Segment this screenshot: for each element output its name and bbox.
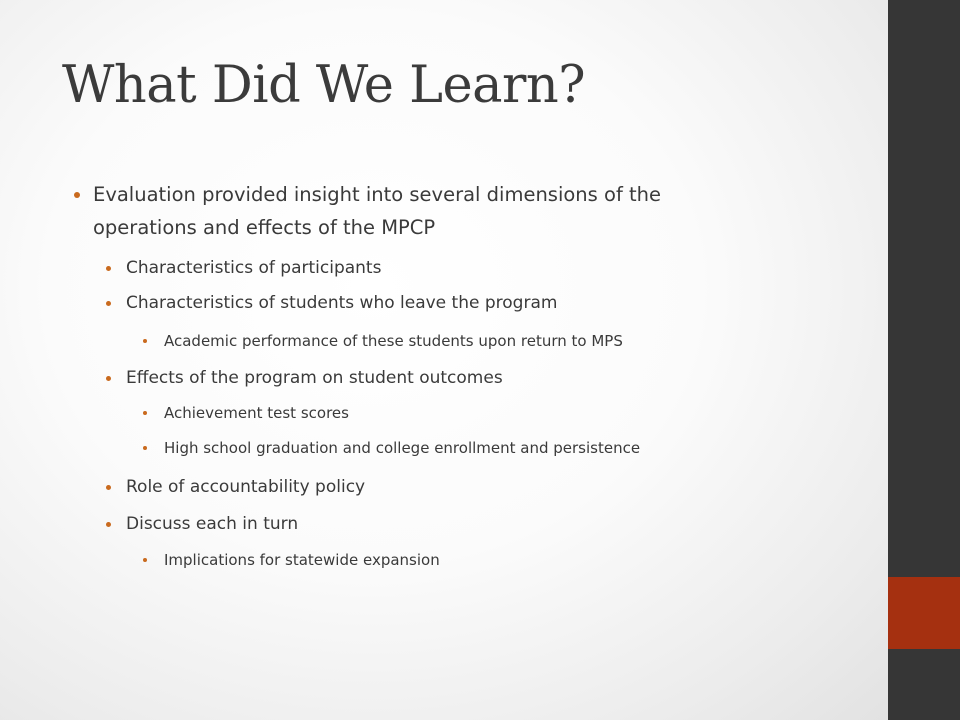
sidebar-accent-block	[888, 577, 960, 649]
bullet-text: Role of accountability policy	[126, 477, 366, 497]
bullet-characteristics-participants	[126, 256, 381, 280]
bullet-dot	[74, 192, 80, 198]
bullet-text: Effects of the program on student outcomes	[126, 368, 503, 388]
bullet-text: Academic performance of these students upon return to MPS	[164, 332, 623, 350]
bullet-dot	[143, 339, 147, 343]
bullet-academic-performance	[164, 330, 623, 352]
bullet-achievement-scores	[164, 402, 349, 424]
bullet-accountability-policy	[126, 475, 365, 499]
bullet-implications-expansion	[164, 549, 440, 571]
bullet-text: Characteristics of participants	[126, 258, 382, 278]
bullet-characteristics-leavers	[126, 291, 557, 315]
bullet-dot	[106, 522, 111, 527]
bullet-text-line-2: operations and effects of the MPCP	[93, 216, 436, 239]
bullet-dot	[106, 376, 111, 381]
bullet-dot	[106, 301, 111, 306]
bullet-text: Characteristics of students who leave the program	[126, 293, 558, 313]
bullet-dot	[106, 266, 111, 271]
bullet-dot	[143, 446, 147, 450]
bullet-text: Achievement test scores	[164, 404, 349, 422]
bullet-text-line-1: Evaluation provided insight into several dimensions of the	[93, 183, 662, 206]
bullet-effects-outcomes	[126, 366, 503, 390]
bullet-text: Discuss each in turn	[126, 514, 299, 534]
bullet-discuss-each	[126, 512, 298, 536]
bullet-dot	[143, 411, 147, 415]
bullet-text: Implications for statewide expansion	[164, 551, 440, 569]
slide-title: What Did We Learn?	[62, 56, 586, 115]
bullet-dot	[106, 485, 111, 490]
bullet-dot	[143, 558, 147, 562]
bullet-text: High school graduation and college enrollment and persistence	[164, 439, 641, 457]
bullet-evaluation	[93, 178, 661, 244]
bullet-graduation-enrollment	[164, 437, 640, 459]
